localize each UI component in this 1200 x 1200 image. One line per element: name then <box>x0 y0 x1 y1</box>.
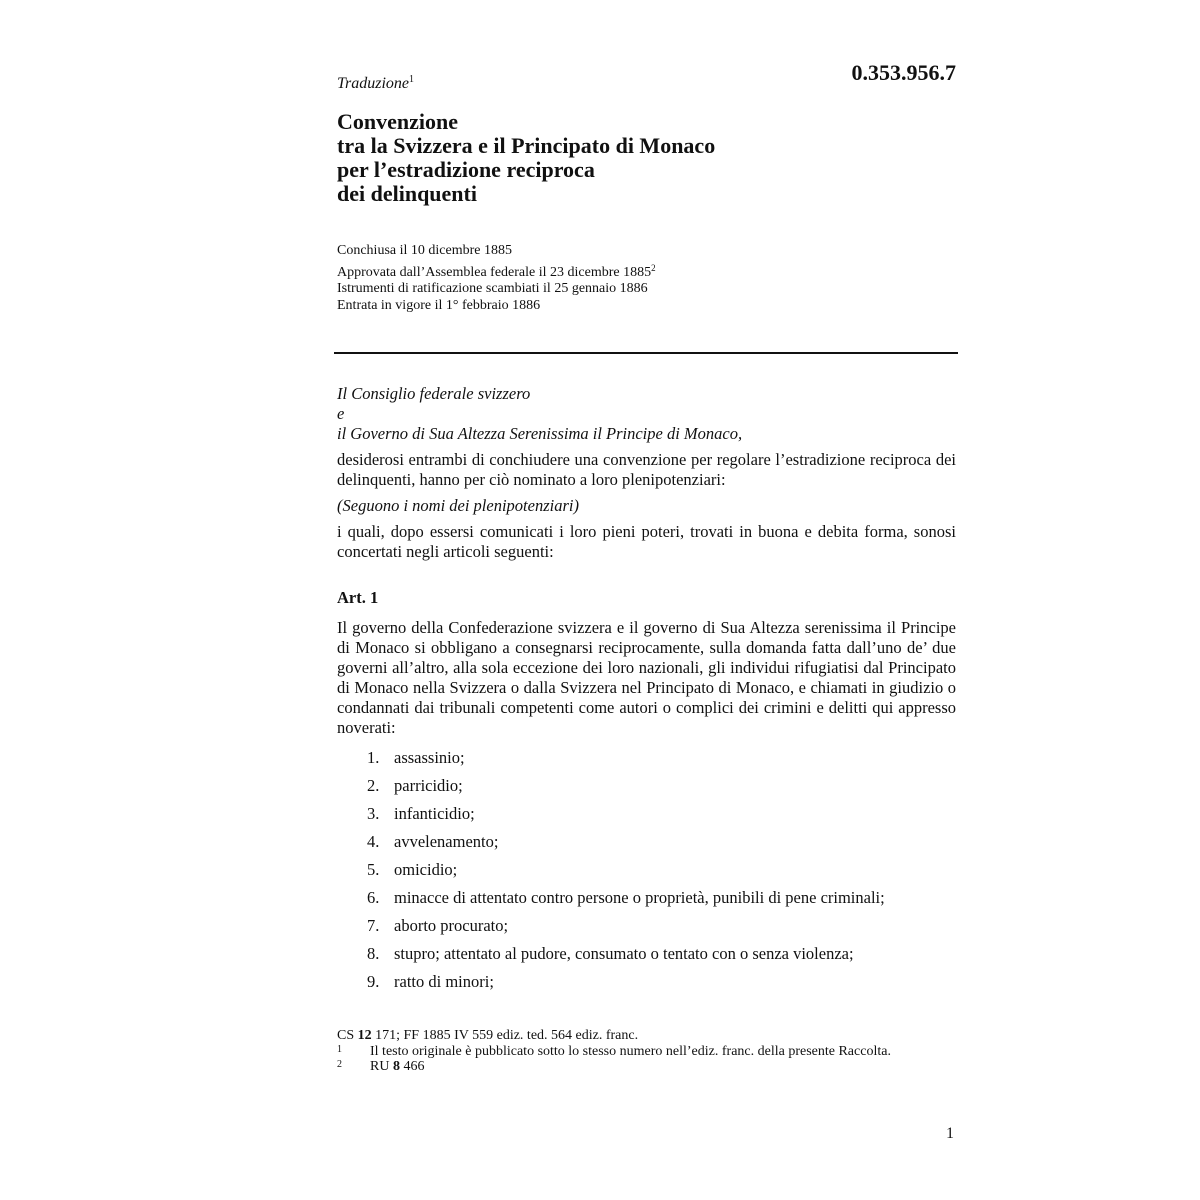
title-line: per l’estradizione reciproca <box>337 157 595 182</box>
list-item: 3. infanticidio; <box>367 804 475 823</box>
list-item: 7. aborto procurato; <box>367 916 509 935</box>
list-item: 4. avvelenamento; <box>367 832 499 851</box>
footnote-1: 1 Il testo originale è pubblicato sotto lo stesso numero nell’ediz. franc. della presente Raccolta. <box>337 1043 891 1059</box>
article-1-heading: Art. 1 <box>337 588 379 607</box>
preamble-conjunction: e <box>337 404 345 423</box>
footnote-2: 2 RU 8 466 <box>337 1059 425 1074</box>
article-1-text: Il governo della Confederazione svizzera e il governo di Sua Altezza serenissima il Principe di Monaco si obbligano a consegnarsi reciprocamente, sulla domanda fatta dall’uno de’ due governi all’altro, alla sola eccezione dei loro nazionali, gli individui rifugiatisi dal Principato di Monaco nella Svizzera o dalla Svizzera nel Principato di Monaco, e chiamati in giudizio o condannati dai tribunali competenti come autori o complici dei crimini e delitti qui appresso noverati: <box>337 618 956 737</box>
crimes-list <box>367 744 956 996</box>
list-item: 5. omicidio; <box>367 860 458 879</box>
footnote-ref-1[interactable]: 1 <box>409 74 415 85</box>
title-line: Convenzione <box>337 109 458 134</box>
list-item: 8. stupro; attentato al pudore, consumato o tentato con o senza violenza; <box>367 944 854 963</box>
sr-number: 0.353.956.7 <box>851 60 956 85</box>
list-item: 9. ratto di minori; <box>367 972 494 991</box>
list-item: 2. parricidio; <box>367 776 463 795</box>
ratification-date: Istrumenti di ratificazione scambiati il 25 gennaio 1886 <box>337 281 648 296</box>
preamble-text-1: desiderosi entrambi di conchiudere una convenzione per regolare l’estradizione reciproca dei delinquenti, hanno per ciò nominato a loro plenipotenziari: <box>337 450 956 489</box>
source-reference: CS 12 171; FF 1885 IV 559 ediz. ted. 564 ediz. franc. <box>337 1028 639 1043</box>
page-number: 1 <box>946 1125 954 1142</box>
horizontal-rule <box>334 352 958 354</box>
footnotes <box>337 1028 957 1075</box>
document-metadata <box>337 243 656 314</box>
document-title <box>337 110 957 206</box>
footnote-ref-2[interactable]: 2 <box>651 262 656 273</box>
list-item: 6. minacce di attentato contro persone o proprietà, punibili di pene criminali; <box>367 888 885 907</box>
in-force-date: Entrata in vigore il 1° febbraio 1886 <box>337 297 541 313</box>
approved-date: Approvata dall’Assemblea federale il 23 dicembre 1885$^2$ <box>337 262 656 280</box>
plenipotentiaries-note: (Seguono i nomi dei plenipotenziari) <box>337 496 579 515</box>
preamble-party-2: il Governo di Sua Altezza Serenissima il Principe di Monaco, <box>337 424 743 443</box>
document-body <box>337 384 956 996</box>
title-line: tra la Svizzera e il Principato di Monaco <box>337 133 716 158</box>
preamble-text-2: i quali, dopo essersi comunicati i loro pieni poteri, trovati in buona e debita forma, sonosi concertati negli articoli seguenti: <box>337 522 956 561</box>
title-line: dei delinquenti <box>337 181 477 206</box>
concluded-date: Conchiusa il 10 dicembre 1885 <box>337 243 512 258</box>
preamble-party-1: Il Consiglio federale svizzero <box>337 384 531 403</box>
translation-label: Traduzione$^1$ <box>337 74 415 92</box>
list-item: 1. assassinio; <box>367 748 465 767</box>
